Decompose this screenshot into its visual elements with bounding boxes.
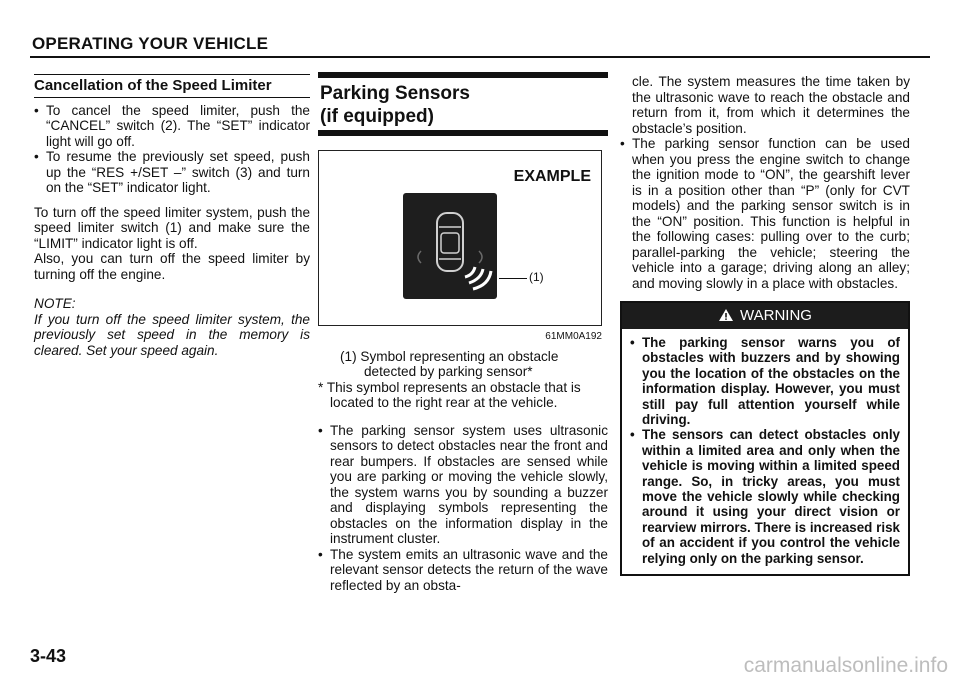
warning-title: WARNING bbox=[740, 307, 812, 324]
speed-limiter-bullets bbox=[34, 103, 310, 196]
note-text: If you turn off the speed limiter system, the previously set speed in the memory is cleared. Set your speed again. bbox=[34, 311, 310, 358]
watermark: carmanualsonline.info bbox=[743, 654, 948, 677]
section-rule-thick bbox=[318, 130, 608, 136]
paragraph: Also, you can turn off the speed limiter by turning off the engine. bbox=[34, 251, 310, 282]
section-title-speed-limiter: Cancellation of the Speed Limiter bbox=[34, 77, 272, 94]
warning-header bbox=[622, 303, 908, 329]
example-figure bbox=[318, 150, 602, 326]
warning-body bbox=[622, 329, 908, 574]
legend-item bbox=[340, 349, 608, 365]
figure-code: 61MM0A192 bbox=[545, 331, 602, 342]
list-item: • The system emits an ultrasonic wave and the relevant sensor detects the return of the wave reflected by an obsta- bbox=[318, 547, 608, 594]
header-rule bbox=[30, 56, 930, 58]
example-label: EXAMPLE bbox=[513, 168, 591, 185]
information-display-image bbox=[403, 193, 497, 299]
title-line: Parking Sensors bbox=[320, 83, 470, 104]
legend-text: Symbol representing an obstacle bbox=[360, 348, 559, 364]
footnote: * This symbol represents an obstacle that is located to the right rear at the vehicle. bbox=[318, 379, 581, 410]
section-rule-thick bbox=[318, 72, 608, 78]
callout-line bbox=[499, 278, 527, 279]
page-number: 3-43 bbox=[30, 646, 67, 666]
title-line: (if equipped) bbox=[320, 106, 434, 127]
legend-text-continued: detected by parking sensor* bbox=[364, 364, 533, 379]
callout-label: (1) bbox=[529, 270, 544, 284]
paragraph: To turn off the speed limiter system, push the speed limiter switch (1) and make sure the “LIMIT” indicator light is off. bbox=[34, 204, 310, 251]
warning-item: • The parking sensor warns you of obstacles with buzzers and by showing you the location of the obstacles on the information display. However, you must still pay full attention yourself while driving. bbox=[630, 335, 900, 427]
car-top-view-icon bbox=[403, 193, 497, 299]
column-right bbox=[620, 74, 910, 576]
list-item: • To cancel the speed limiter, push the “CANCEL” switch (2). The “SET” indicator light will go off. bbox=[34, 103, 310, 150]
list-item: • To resume the previously set speed, push up the “RES +/SET –” switch (3) and turn on the “SET” indicator light. bbox=[34, 149, 310, 196]
list-item: • The parking sensor function can be used when you press the engine switch to change the ignition mode to “ON”, the gearshift lever is in a position other than “P” (only for CVT models) and the parking sensor switch is in the “ON” position. This function is helpful in the following cases: pulling over to the curb; parallel-parking the vehicle; steering the vehicle into a garage; driving along an alley; and moving slowly in a place with obstacles. bbox=[620, 136, 910, 291]
warning-box bbox=[620, 301, 910, 576]
column-left bbox=[34, 74, 310, 358]
warning-list bbox=[630, 335, 900, 566]
paragraph-continued: cle. The system measures the time taken by the ultrasonic wave to reach the obstacle and return from it, from which it determines the obstacle’s position. bbox=[632, 74, 910, 136]
section-rule bbox=[34, 74, 310, 75]
section-title-parking-sensors bbox=[320, 82, 608, 128]
parking-sensor-bullets bbox=[318, 423, 608, 594]
legend-number: (1) bbox=[340, 348, 357, 364]
list-item: • The parking sensor system uses ultrasonic sensors to detect obstacles near the front and rear bumpers. If obstacles are sensed while you are parking or moving the vehicle slowly, the system warns you by sounding a buzzer and displaying symbols representing the obstacles on the information display in the instrument cluster. bbox=[318, 423, 608, 547]
figure-legend bbox=[340, 349, 608, 380]
parking-sensor-bullets-continued bbox=[620, 136, 910, 291]
warning-item: • The sensors can detect obstacles only within a limited area and only when the vehicle is moving within a limited speed range. So, in tricky areas, you must move the vehicle slowly while checking around it using your direct vision or rearview mirrors. There is increased risk of an accident if you control the vehicle relying only on the parking sensor. bbox=[630, 427, 900, 566]
warning-triangle-icon bbox=[718, 308, 734, 322]
page-header-title: OPERATING YOUR VEHICLE bbox=[32, 34, 269, 53]
note-label: NOTE: bbox=[34, 296, 76, 311]
column-middle bbox=[318, 72, 608, 593]
section-rule bbox=[34, 97, 310, 98]
